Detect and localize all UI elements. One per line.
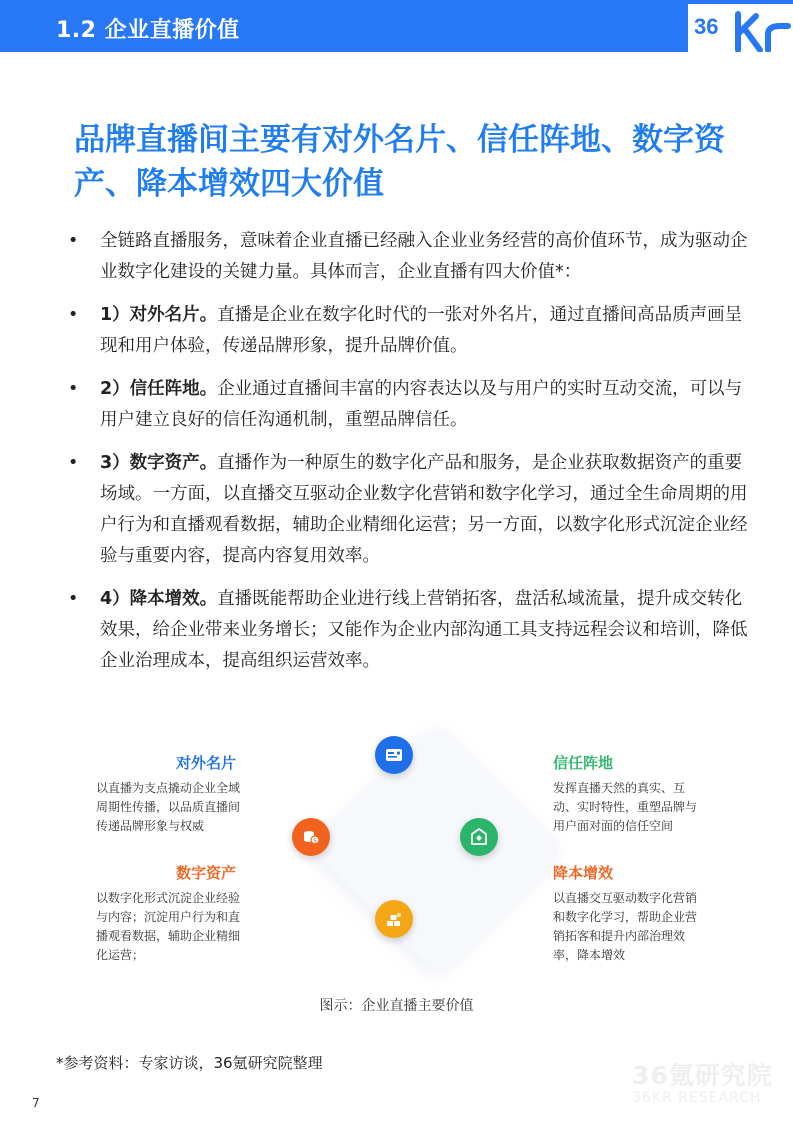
page-number: 7 — [32, 1096, 40, 1110]
source-note: *参考资料：专家访谈，36氪研究院整理 — [56, 1054, 323, 1072]
coins-icon — [301, 827, 321, 847]
card-text: 以直播交互驱动数字化营销和数字化学习，帮助企业营销拓客和提升内部治理效率，降本增效 — [553, 891, 698, 962]
node-left — [292, 818, 330, 856]
bullet-text: 企业通过直播间丰富的内容表达以及与用户的实时互动交流，可以与用户建立良好的信任沟通机制，重塑品牌信任。 — [100, 379, 743, 430]
svg-text:$: $ — [313, 837, 317, 845]
node-top — [375, 736, 413, 774]
watermark-en: 36KR RESEARCH — [632, 1090, 762, 1106]
bullet-text: 全链路直播服务，意味着企业直播已经融入企业业务经营的高价值环节，成为驱动企业数字化建设的关键力量。具体而言，企业直播有四大价值*： — [100, 231, 748, 282]
card-text: 以直播为支点撬动企业全域周期性传播，以品质直播间传递品牌形象与权威 — [96, 781, 241, 833]
gold-bars-icon — [384, 909, 404, 929]
node-right — [460, 818, 498, 856]
bullet-text: 直播既能帮助企业进行线上营销拓客，盘活私域流量，提升成交转化效果，给企业带来业务增长；又能作为企业内部沟通工具支持远程会议和培训，降低企业治理成本，提高组织运营效率。 — [100, 589, 748, 671]
bullet-marker: • — [68, 589, 79, 609]
bullet-marker: • — [68, 453, 79, 473]
bullet-lead: 4）降本增效。 — [100, 589, 218, 609]
card-trust — [553, 752, 703, 836]
node-bottom — [375, 900, 413, 938]
card-digital-assets — [96, 862, 246, 965]
card-title: 对外名片 — [175, 754, 236, 772]
bullet-marker: • — [68, 231, 79, 251]
bullet-item-cost-efficiency — [60, 584, 750, 677]
watermark-cn: 36氪研究院 — [632, 1061, 773, 1090]
bullet-list — [60, 226, 750, 689]
card-title: 数字资产 — [175, 864, 236, 882]
bullet-lead: 3）数字资产。 — [100, 453, 218, 473]
page-headline: 品牌直播间主要有对外名片、信任阵地、数字资产、降本增效四大价值 — [74, 122, 725, 202]
bullet-lead: 2）信任阵地。 — [100, 379, 218, 399]
header-bar — [0, 0, 793, 58]
bullet-lead: 1）对外名片。 — [100, 305, 218, 325]
card-cost-efficiency — [553, 862, 703, 965]
card-external-card — [96, 752, 246, 836]
card-title: 信任阵地 — [553, 754, 614, 772]
bullet-text: 直播作为一种原生的数字化产品和服务，是企业获取数据资产的重要场域。一方面，以直播交互驱动企业数字化营销和数字化学习，通过全生命周期的用户行为和直播观看数据，辅助企业精细化运营；另一方面，以数字化形式沉淀企业经验与重要内容，提高内容复用效率。 — [100, 453, 748, 566]
diamond-background — [311, 723, 566, 978]
bullet-marker: • — [68, 379, 79, 399]
bullet-marker: • — [68, 305, 79, 325]
bullet-item-intro — [60, 226, 750, 288]
watermark — [632, 1056, 782, 1106]
value-diagram — [90, 730, 710, 970]
shield-home-icon — [469, 827, 489, 847]
card-icon — [384, 745, 404, 765]
card-text: 发挥直播天然的真实、互动、实时特性，重塑品牌与用户面对面的信任空间 — [553, 781, 698, 833]
36kr-logo-icon — [688, 4, 793, 52]
card-text: 以数字化形式沉淀企业经验与内容；沉淀用户行为和直播观看数据，辅助企业精细化运营； — [96, 891, 241, 962]
section-title: 1.2 企业直播价值 — [56, 18, 240, 43]
bullet-text: 直播是企业在数字化时代的一张对外名片，通过直播间高品质声画呈现和用户体验，传递品牌形象，提升品牌价值。 — [100, 305, 743, 356]
svg-text:36: 36 — [694, 14, 719, 39]
bullet-item-digital-assets — [60, 448, 750, 572]
bullet-item-trust — [60, 374, 750, 436]
bullet-item-external-card — [60, 300, 750, 362]
card-title: 降本增效 — [553, 864, 614, 882]
figure-caption: 图示：企业直播主要价值 — [319, 998, 474, 1014]
